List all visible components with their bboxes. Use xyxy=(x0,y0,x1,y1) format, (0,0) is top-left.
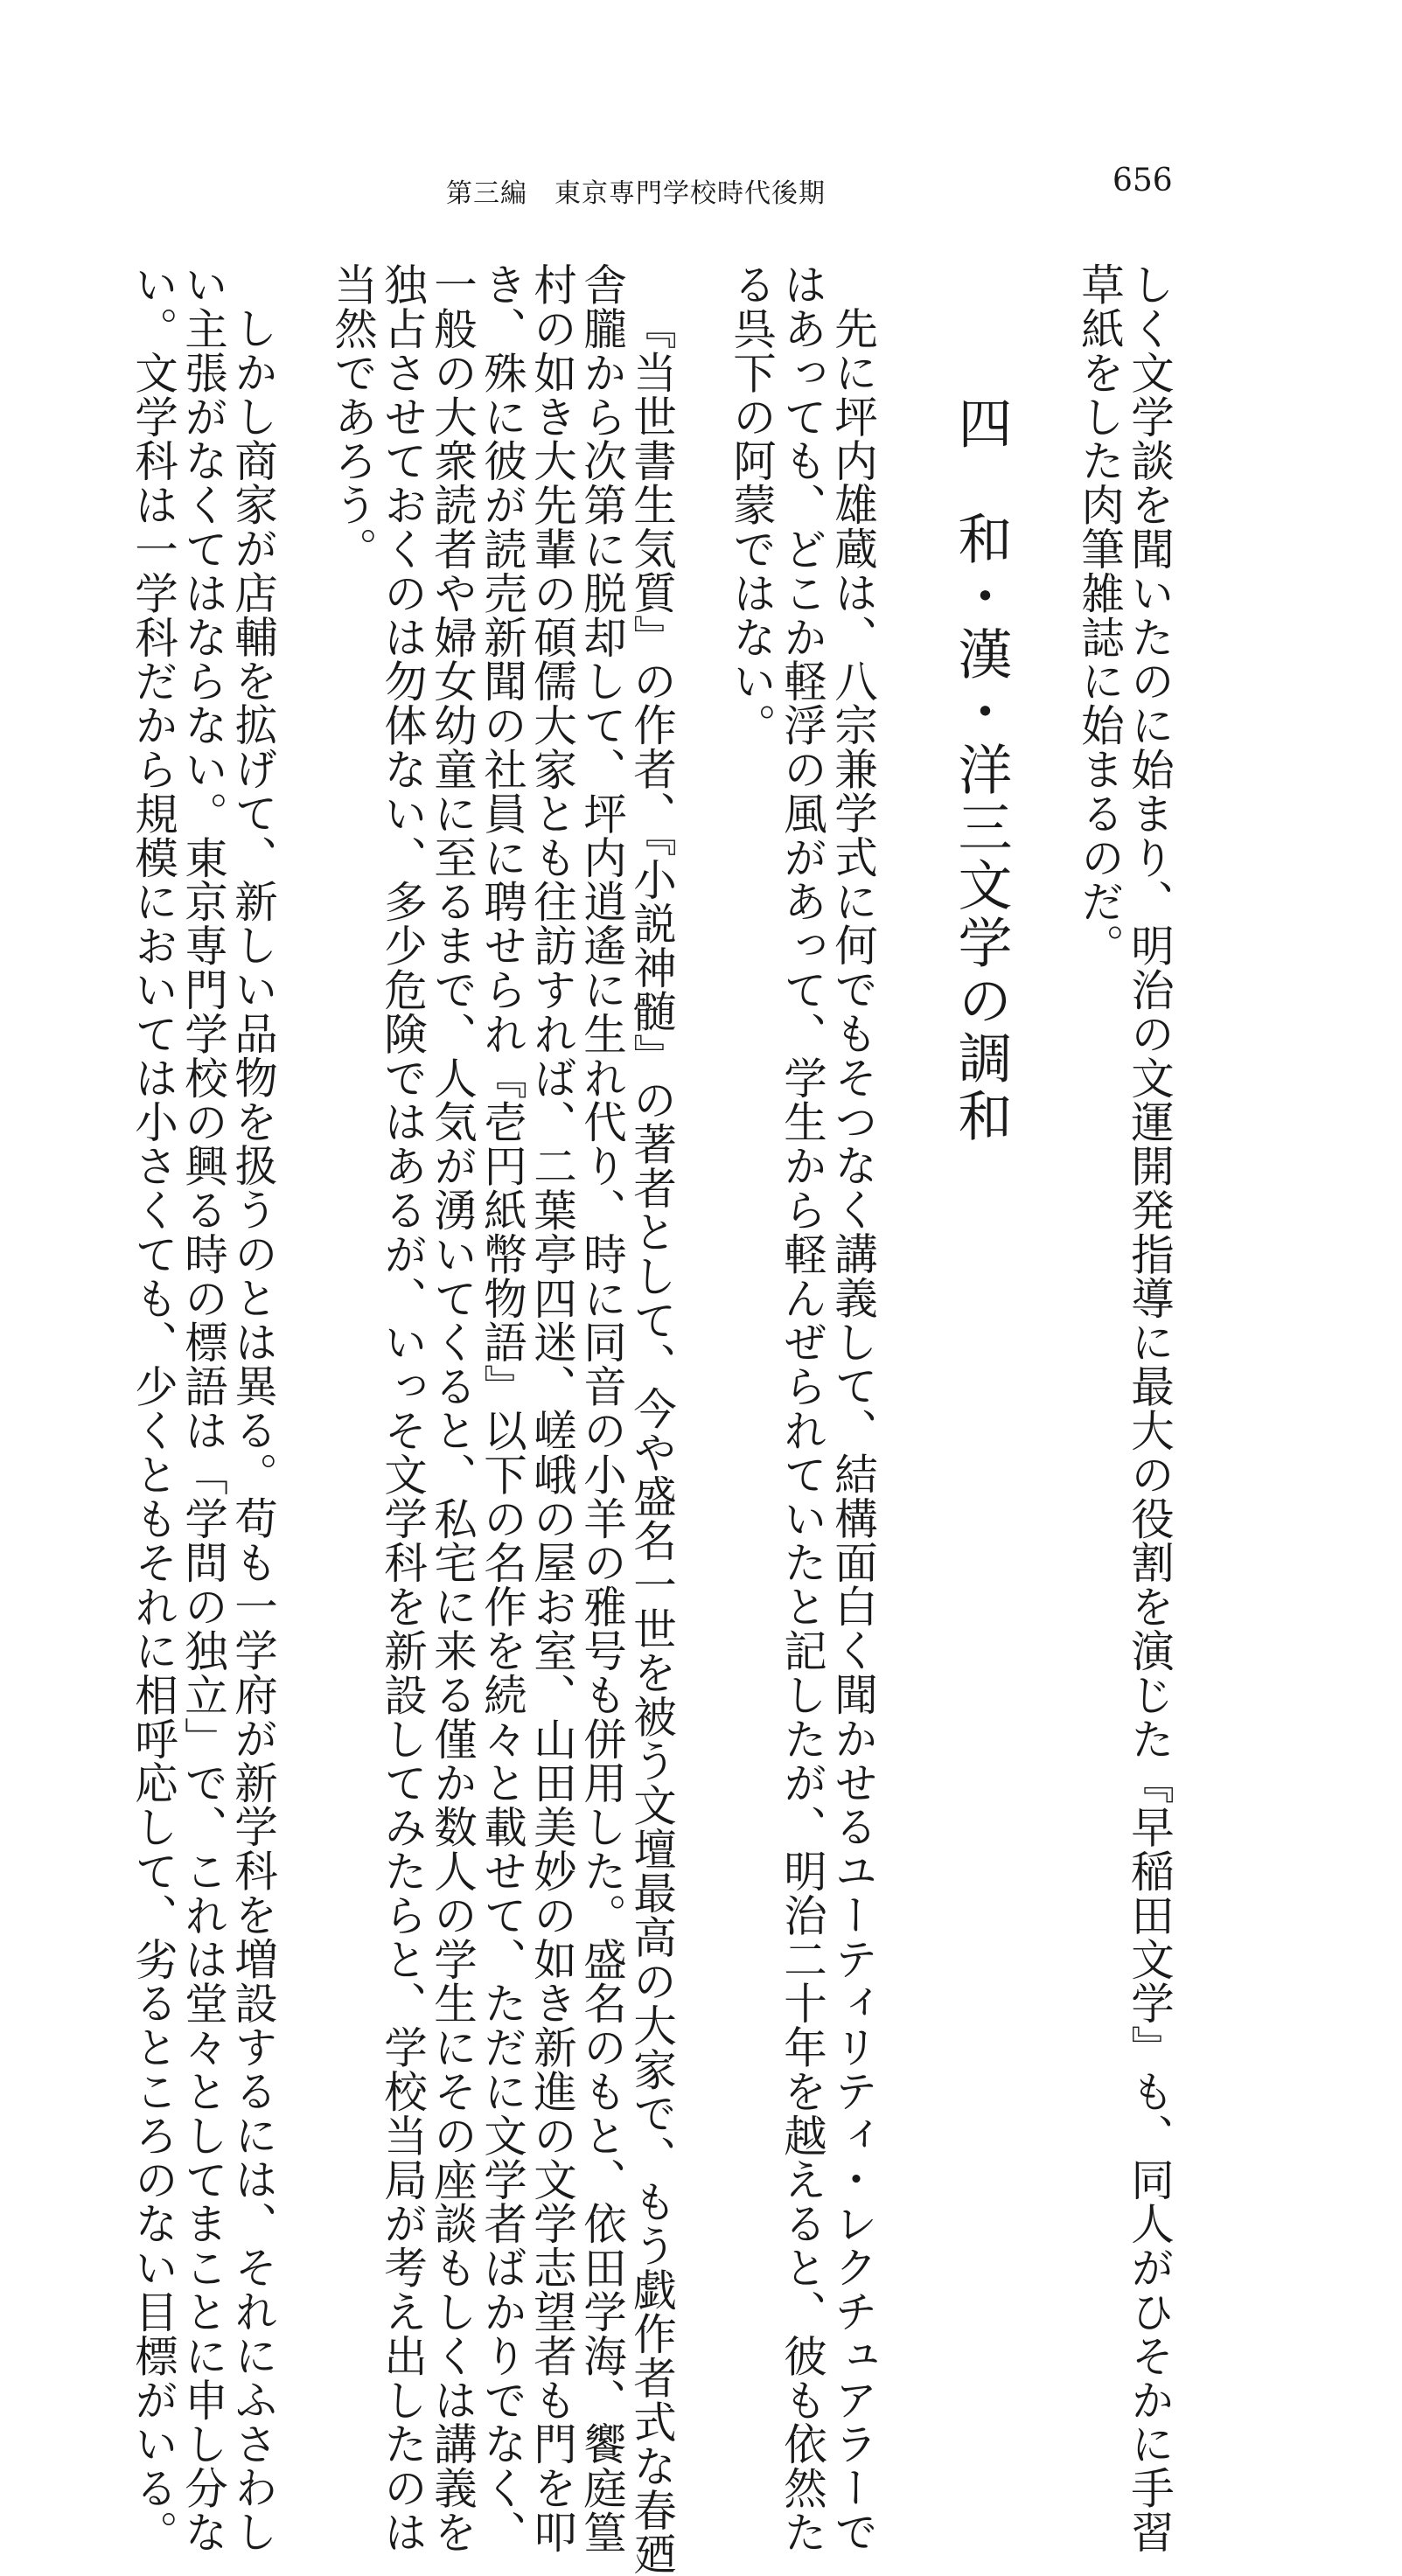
page-number: 656 xyxy=(1113,163,1173,198)
text-line: はあっても、どこか軽浮の風があって、学生から軽んぜられていたと記したが、明治二十年を越えると、彼も依然た xyxy=(777,262,828,2554)
text-line: 草紙をした肉筆雑誌に始まるのだ。 xyxy=(1074,262,1126,968)
text-line: 一般の大衆読者や婦女幼童に至るまで、人気が湧いてくると、私宅に来る僅か数人の学生にその座談もしくは講義を xyxy=(427,262,478,2554)
text-line: 先に坪内雄蔵は、八宗兼学式に何でもそつなく講義して、結構面白く聞かせるユーティリティ・レクチュアラーで xyxy=(827,306,879,2554)
text-line: る呉下の阿蒙ではない。 xyxy=(726,262,778,748)
text-line: き、殊に彼が読売新聞の社員に聘せられ『壱円紙幣物語』以下の名作を続々と載せて、ただに文学者ばかりでなく、 xyxy=(477,262,528,2554)
text-line: 『当世書生気質』の作者、『小説神髄』の著者として、今や盛名一世を被う文壇最高の大家で、もう戯作者式な春廼 xyxy=(626,306,678,2576)
text-line: い。文学科は一学科だから規模においては小さくても、少くともそれに相呼応して、劣るところのない目標がいる。 xyxy=(128,262,179,2554)
running-title: 第三編 東京専門学校時代後期 xyxy=(446,178,826,209)
text-line: 舎朧から次第に脱却して、坪内逍遙に生れ代り、時に同音の小羊の雅号も併用した。盛名のもと、依田学海、饗庭篁 xyxy=(576,262,628,2554)
text-line: 当然であろう。 xyxy=(327,262,379,571)
text-line: 独占させておくのは勿体ない、多少危険ではあるが、いっそ文学科を新設してみたらと、学校当局が考え出したのは xyxy=(377,262,429,2554)
text-line: い主張がなくてはならない。東京専門学校の興る時の標語は「学問の独立」で、これは堂々としてまことに申し分な xyxy=(178,262,229,2554)
text-line: しく文学談を聞いたのに始まり、明治の文運開発指導に最大の役割を演じた『早稲田文学』も、同人がひそかに手習 xyxy=(1124,262,1175,2554)
text-line: 村の如き大先輩の碩儒大家とも往訪すれば、二葉亭四迷、嵯峨の屋お室、山田美妙の如き新進の文学志望者も門を叩 xyxy=(527,262,578,2554)
section-heading: 四 和・漢・洋三文学の調和 xyxy=(949,395,1013,1145)
text-line: しかし商家が店輔を拡げて、新しい品物を扱うのとは異る。苟も一学府が新学科を増設するには、それにふさわし xyxy=(227,306,279,2554)
